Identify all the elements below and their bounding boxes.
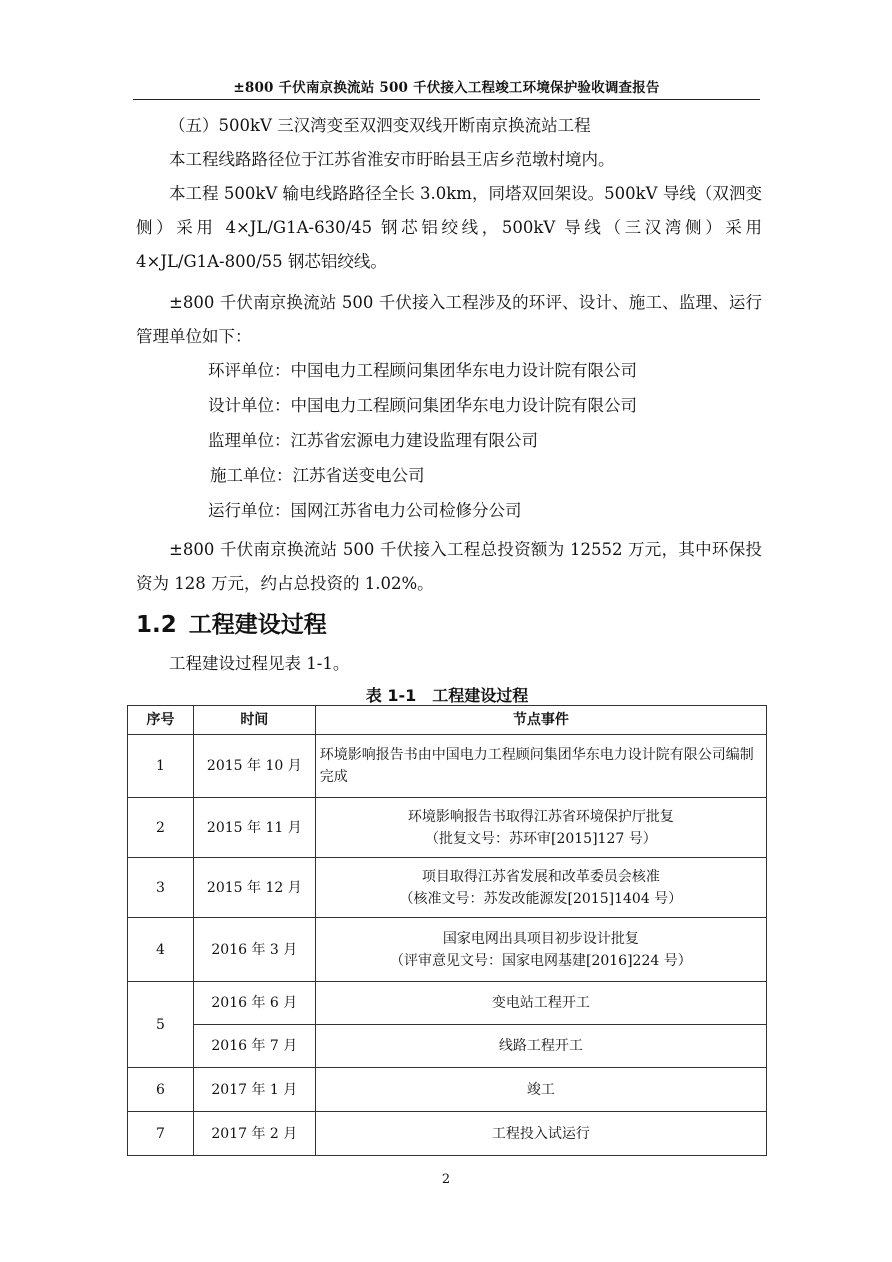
header-rule: [133, 99, 760, 100]
row-event: 环境影响报告书由中国电力工程顾问集团华东电力设计院有限公司编制完成: [315, 735, 766, 798]
table-header-row: [128, 706, 767, 735]
row-time: 2015 年 12 月: [193, 858, 315, 918]
unit-label: 环评单位：: [208, 361, 291, 380]
table-caption-title: 工程建设过程: [432, 686, 529, 705]
section-1-2-heading: [136, 606, 327, 639]
unit-label: 运行单位：: [208, 501, 291, 520]
section-5-heading: （五）500kV 三汉湾变至双泗变双线开断南京换流站工程: [169, 116, 591, 135]
event-reference: （核准文号：苏发改能源发[2015]1404 号）: [399, 890, 683, 907]
row-time: 2016 年 3 月: [193, 918, 315, 982]
unit-value: 国网江苏省电力公司检修分公司: [290, 501, 522, 520]
row-time: 2015 年 11 月: [193, 798, 315, 858]
row-no: 1: [128, 735, 194, 798]
unit-line-construction: [210, 465, 425, 487]
unit-line-supervision: [208, 430, 538, 452]
table-row: [128, 982, 767, 1025]
row-no: 6: [128, 1068, 194, 1112]
header-time: 时间: [193, 706, 315, 735]
table-row: [128, 1112, 767, 1156]
header-no: 序号: [128, 706, 194, 735]
row-time: 2015 年 10 月: [193, 735, 315, 798]
row-time: 2016 年 6 月: [193, 982, 315, 1025]
unit-label: 设计单位：: [208, 396, 291, 415]
conductor-paragraph: 本工程 500kV 输电线路路径全长 3.0km，同塔双回架设。500kV 导线（双泗变侧）采用 4×JL/G1A-630/45 钢芯铝绞线，500kV 导线（三汉湾侧）采用 4×JL/G1A-800/55 钢芯铝绞线。: [136, 184, 762, 271]
row-no: 3: [128, 858, 194, 918]
row-no: 4: [128, 918, 194, 982]
event-reference: （评审意见文号：国家电网基建[2016]224 号）: [390, 952, 692, 969]
unit-value: 中国电力工程顾问集团华东电力设计院有限公司: [290, 361, 637, 380]
row-event: 变电站工程开工: [315, 982, 766, 1025]
section-title: 工程建设过程: [188, 612, 327, 638]
row-no: 7: [128, 1112, 194, 1156]
table-caption-number: 表 1-1: [365, 686, 417, 705]
event-text: 国家电网出具项目初步设计批复: [442, 930, 639, 947]
row-time: 2016 年 7 月: [193, 1025, 315, 1068]
row-event: [315, 918, 766, 982]
page-header: ±800 千伏南京换流站 500 千伏接入工程竣工环境保护验收调查报告: [233, 80, 660, 96]
table-row: [128, 798, 767, 858]
row-time: 2017 年 2 月: [193, 1112, 315, 1156]
row-event: 竣工: [315, 1068, 766, 1112]
row-event: 工程投入试运行: [315, 1112, 766, 1156]
construction-process-table: [127, 705, 767, 1156]
unit-value: 江苏省送变电公司: [292, 466, 425, 485]
unit-value: 江苏省宏源电力建设监理有限公司: [290, 431, 538, 450]
units-intro-paragraph: ±800 千伏南京换流站 500 千伏接入工程涉及的环评、设计、施工、监理、运行管理单位如下：: [136, 293, 762, 346]
page-number: 2: [441, 1172, 451, 1187]
row-no: 2: [128, 798, 194, 858]
row-event: [315, 798, 766, 858]
table-intro-paragraph: 工程建设过程见表 1-1。: [169, 654, 350, 673]
unit-label: 监理单位：: [208, 431, 291, 450]
table-row: [128, 858, 767, 918]
event-reference: （批复文号：苏环审[2015]127 号）: [425, 830, 657, 847]
table-caption: [127, 683, 767, 706]
section-number: 1.2: [136, 612, 177, 638]
unit-line-design: [208, 395, 637, 417]
unit-value: 中国电力工程顾问集团华东电力设计院有限公司: [290, 396, 637, 415]
row-event: [315, 858, 766, 918]
header-event: 节点事件: [315, 706, 766, 735]
table-row: [128, 918, 767, 982]
event-text: 项目取得江苏省发展和改革委员会核准: [421, 868, 660, 885]
row-time: 2017 年 1 月: [193, 1068, 315, 1112]
table-row: [128, 735, 767, 798]
table-row: [128, 1025, 767, 1068]
route-paragraph: 本工程线路路径位于江苏省淮安市盱眙县王店乡范墩村境内。: [169, 150, 615, 169]
table-row: [128, 1068, 767, 1112]
unit-line-operation: [208, 500, 522, 522]
event-text: 环境影响报告书取得江苏省环境保护厅批复: [407, 808, 674, 825]
row-no: 5: [128, 982, 194, 1068]
unit-line-eia: [208, 360, 637, 382]
unit-label: 施工单位：: [210, 466, 293, 485]
row-event: 线路工程开工: [315, 1025, 766, 1068]
investment-paragraph: ±800 千伏南京换流站 500 千伏接入工程总投资额为 12552 万元，其中环保投资为 128 万元，约占总投资的 1.02%。: [136, 540, 762, 593]
